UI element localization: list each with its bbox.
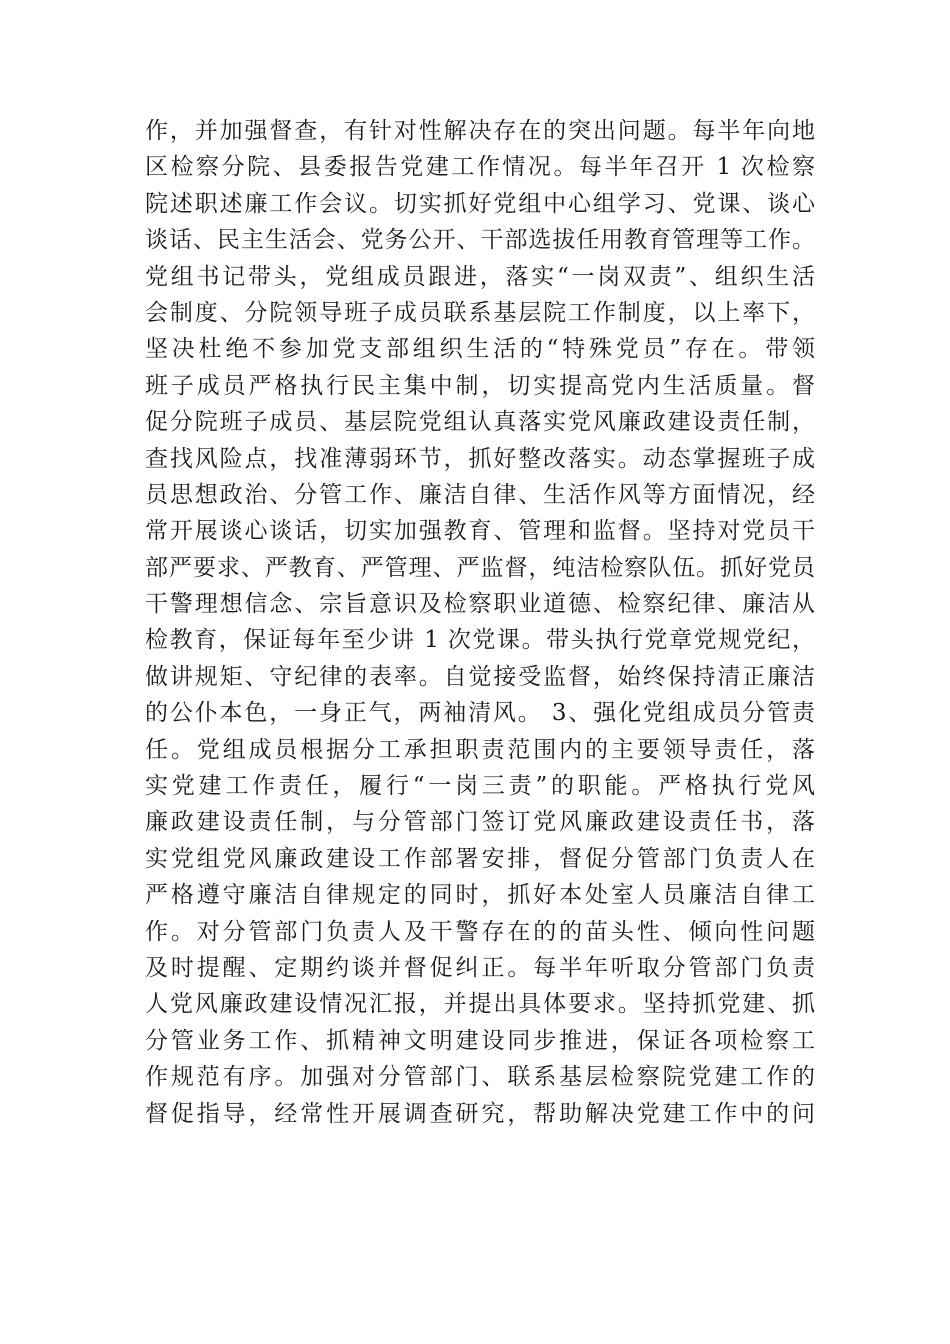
text-line-3: 院述职述廉工作会议。切实抓好党组中心组学习、党课、谈心 [145,190,815,217]
text-line-27: 作规范有序。加强对分管部门、联系基层检察院党建工作的 [145,1064,815,1091]
text-line-13: 部严要求、严教育、严管理、严监督，纯洁检察队伍。抓好党员 [145,554,815,581]
text-line-10: 查找风险点，找准薄弱环节，抓好整改落实。动态掌握班子成 [145,445,815,472]
text-line-18: 任。党组成员根据分工承担职责范围内的主要领导责任，落 [145,736,815,763]
text-line-14: 干警理想信念、宗旨意识及检察职业道德、检察纪律、廉洁从 [145,591,815,618]
text-line-24: 及时提醒、定期约谈并督促纠正。每半年听取分管部门负责 [145,954,815,981]
text-line-8: 班子成员严格执行民主集中制，切实提高党内生活质量。督 [145,372,815,399]
body-text [145,113,815,1132]
text-line-20: 廉政建设责任制，与分管部门签订党风廉政建设责任书，落 [145,809,815,836]
text-line-23: 作。对分管部门负责人及干警存在的的苗头性、倾向性问题 [145,918,815,945]
text-line-22: 严格遵守廉洁自律规定的同时，抓好本处室人员廉洁自律工 [145,882,815,909]
text-line-7: 坚决杜绝不参加党支部组织生活的“特殊党员”存在。带领 [145,336,815,363]
text-line-5: 党组书记带头，党组成员跟进，落实“一岗双责”、组织生活 [145,263,815,290]
text-line-11: 员思想政治、分管工作、廉洁自律、生活作风等方面情况，经 [145,481,815,508]
text-line-6: 会制度、分院领导班子成员联系基层院工作制度，以上率下， [145,299,815,326]
text-line-26: 分管业务工作、抓精神文明建设同步推进，保证各项检察工 [145,1027,815,1054]
text-line-2: 区检察分院、县委报告党建工作情况。每半年召开 1 次检察 [145,154,815,181]
text-line-15: 检教育，保证每年至少讲 1 次党课。带头执行党章党规党纪， [145,627,815,654]
text-line-1: 作，并加强督查，有针对性解决存在的突出问题。每半年向地 [145,118,815,144]
text-line-4: 谈话、民主生活会、党务公开、干部选拔任用教育管理等工作。 [145,227,815,254]
text-line-12: 常开展谈心谈话，切实加强教育、管理和监督。坚持对党员干 [145,518,815,545]
text-line-25: 人党风廉政建设情况汇报，并提出具体要求。坚持抓党建、抓 [145,991,815,1018]
text-line-16: 做讲规矩、守纪律的表率。自觉接受监督，始终保持清正廉洁 [145,663,815,690]
text-line-19: 实党建工作责任，履行“一岗三责”的职能。严格执行党风 [145,773,815,800]
text-line-21: 实党组党风廉政建设工作部署安排，督促分管部门负责人在 [145,845,815,872]
text-line-9: 促分院班子成员、基层院党组认真落实党风廉政建设责任制， [145,409,815,436]
text-line-28: 督促指导，经常性开展调查研究，帮助解决党建工作中的问 [145,1100,815,1127]
text-line-17: 的公仆本色，一身正气，两袖清风。 3、强化党组成员分管责 [145,700,815,727]
